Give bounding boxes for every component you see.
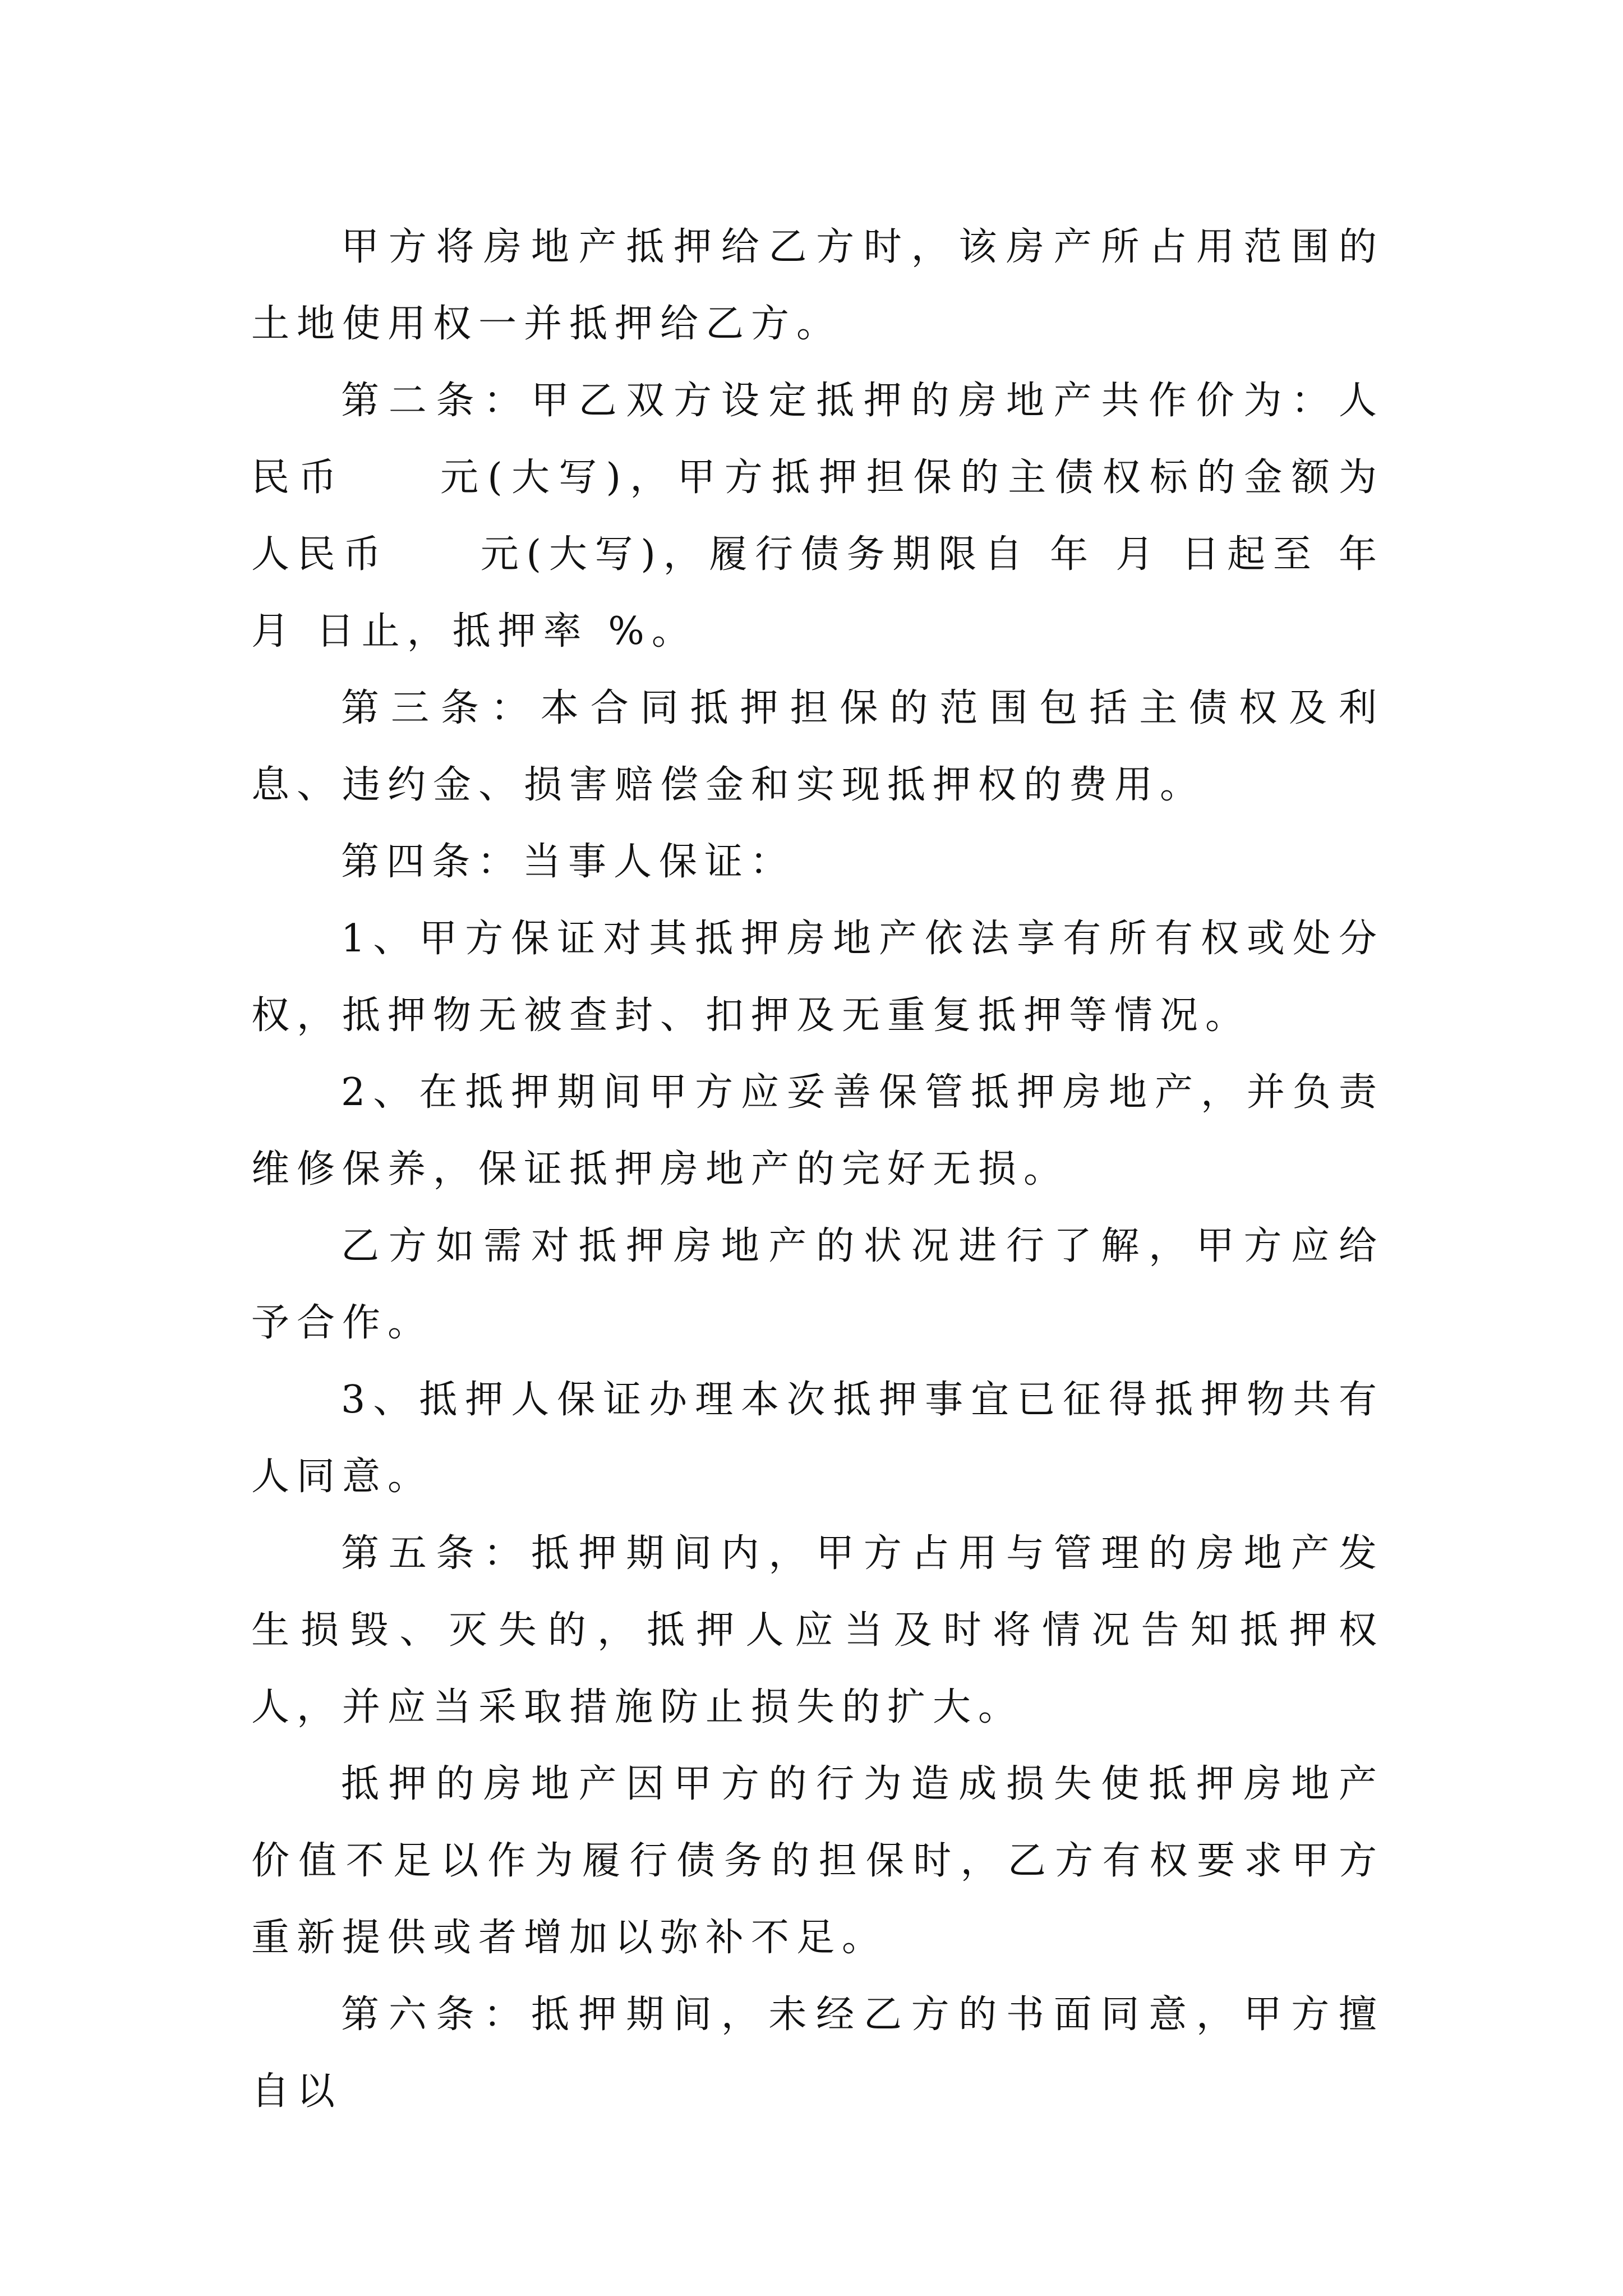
paragraph-article-4-item-1: 1、甲方保证对其抵押房地产依法享有所有权或处分权，抵押物无被查封、扣押及无重复抵押等情况。 bbox=[251, 917, 1384, 1038]
paragraph-article-4-item-2: 2、在抵押期间甲方应妥善保管抵押房地产，并负责维修保养，保证抵押房地产的完好无损。 bbox=[251, 1070, 1384, 1191]
document-body bbox=[251, 209, 1404, 2130]
paragraph-article-4: 第四条：当事人保证： bbox=[341, 840, 796, 884]
paragraph-article-4-item-3: 3、抵押人保证办理本次抵押事宜已征得抵押物共有人同意。 bbox=[251, 1378, 1384, 1499]
paragraph-article-2: 第二条：甲乙双方设定抵押的房地产共作价为：人民币 元(大写)，甲方抵押担保的主债权标的金额为人民币 元(大写)，履行债务期限自 年 月 日起至 年 月 日止，抵押率 %。 bbox=[251, 379, 1404, 654]
paragraph-article-6: 第六条：抵押期间，未经乙方的书面同意，甲方擅自以 bbox=[251, 1993, 1384, 2114]
paragraph-article-4-item-2-note: 乙方如需对抵押房地产的状况进行了解，甲方应给予合作。 bbox=[251, 1224, 1384, 1345]
paragraph-land-use-right: 甲方将房地产抵押给乙方时，该房产所占用范围的土地使用权一并抵押给乙方。 bbox=[251, 225, 1384, 346]
paragraph-article-3: 第三条：本合同抵押担保的范围包括主债权及利息、违约金、损害赔偿金和实现抵押权的费用。 bbox=[251, 686, 1384, 807]
paragraph-article-5-note: 抵押的房地产因甲方的行为造成损失使抵押房地产价值不足以作为履行债务的担保时，乙方有权要求甲方重新提供或者增加以弥补不足。 bbox=[251, 1762, 1384, 1960]
paragraph-article-5: 第五条：抵押期间内，甲方占用与管理的房地产发生损毁、灭失的，抵押人应当及时将情况告知抵押权人，并应当采取措施防止损失的扩大。 bbox=[251, 1531, 1384, 1729]
